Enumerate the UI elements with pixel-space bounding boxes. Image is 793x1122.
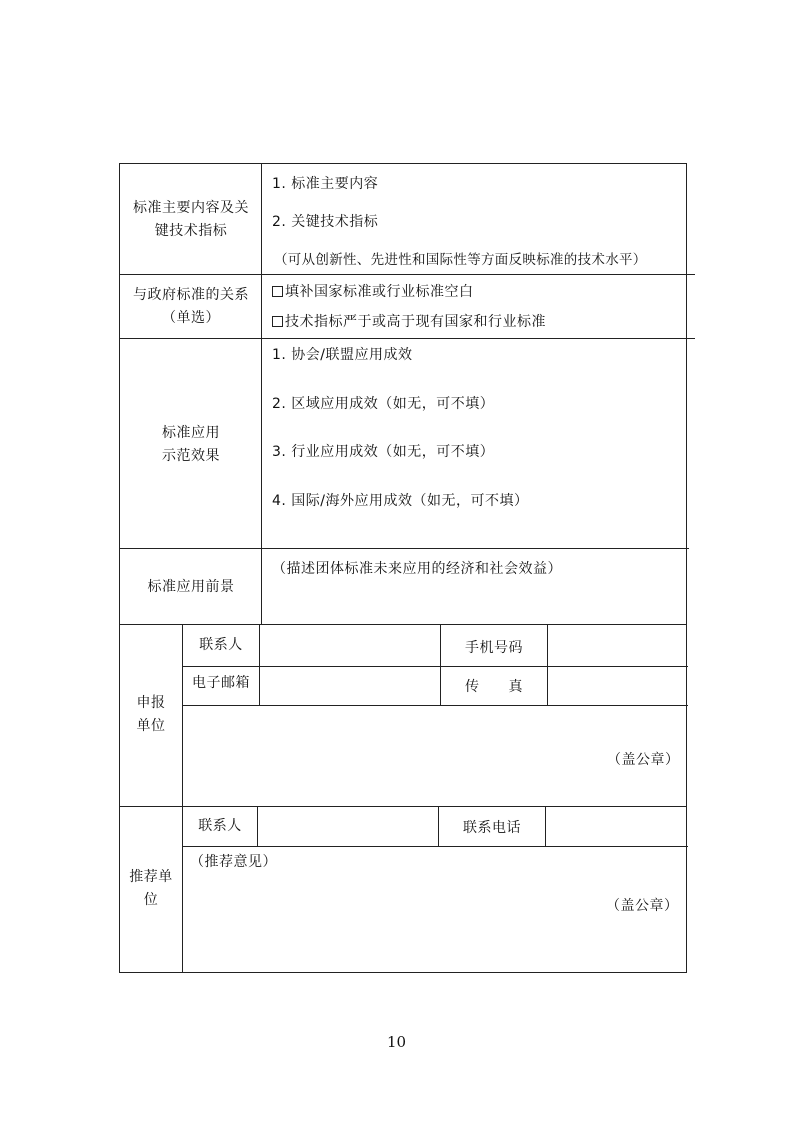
applicant-fax-field[interactable] (551, 673, 685, 693)
effect-item-2: 2. 区域应用成效（如无，可不填） (272, 396, 495, 412)
effect-item-1: 1. 协会/联盟应用成效 (272, 347, 413, 363)
prospect-note: （描述团体标准未来应用的经济和社会效益） (272, 561, 562, 577)
relation-option-1[interactable] (272, 282, 474, 302)
row-divider (182, 705, 688, 706)
row-divider (119, 548, 689, 549)
recommender-seal: （盖公章） (606, 898, 679, 914)
applicant-contact-field[interactable] (263, 635, 437, 655)
row-divider (182, 846, 688, 847)
col-divider (259, 624, 260, 706)
recommender-label-line2: 位 (143, 892, 159, 908)
relation-label-line1: 与政府标准的关系 (133, 287, 249, 303)
relation-option-2[interactable] (272, 312, 546, 332)
effect-label-line2: 示范效果 (162, 448, 220, 464)
col-divider (545, 806, 546, 846)
col-divider (547, 624, 548, 706)
relation-option-1-label: 填补国家标准或行业标准空白 (285, 284, 474, 300)
applicant-contact-label: 联系人 (199, 637, 243, 653)
recommender-opinion: （推荐意见） (190, 854, 277, 870)
relation-option-2-label: 技术指标严于或高于现有国家和行业标准 (285, 314, 546, 330)
effect-item-4: 4. 国际/海外应用成效（如无，可不填） (272, 493, 529, 509)
recommender-contact-label: 联系人 (198, 818, 242, 834)
applicant-label-line2: 单位 (136, 718, 166, 734)
main-content-label-line2: 键技术指标 (154, 223, 228, 239)
main-content-label-line1: 标准主要内容及关 (133, 200, 249, 216)
applicant-mobile-field[interactable] (551, 635, 685, 655)
applicant-mobile-label: 手机号码 (465, 640, 523, 656)
page-number: 10 (386, 1033, 407, 1051)
row-divider (119, 274, 695, 275)
recommender-label-line1: 推荐单 (129, 869, 173, 885)
row-divider (119, 338, 695, 339)
main-content-item-2: 2. 关键技术指标 (272, 214, 379, 230)
col-divider (261, 163, 262, 624)
applicant-label-line1: 申报 (136, 695, 166, 711)
effect-item-3: 3. 行业应用成效（如无，可不填） (272, 444, 495, 460)
effect-label-line1: 标准应用 (162, 425, 220, 441)
row-divider (182, 666, 688, 667)
prospect-label: 标准应用前景 (147, 579, 235, 595)
checkbox-icon[interactable] (272, 316, 283, 327)
main-content-note: （可从创新性、先进性和国际性等方面反映标准的技术水平） (274, 252, 647, 268)
recommender-phone-label: 联系电话 (463, 820, 521, 836)
applicant-seal: （盖公章） (607, 752, 680, 768)
relation-label-line2: （单选） (162, 310, 220, 326)
recommender-phone-field[interactable] (549, 816, 683, 836)
applicant-email-field[interactable] (263, 673, 437, 693)
checkbox-icon[interactable] (272, 286, 283, 297)
main-content-item-1: 1. 标准主要内容 (272, 176, 379, 192)
applicant-fax-label: 传 真 (465, 679, 523, 695)
row-divider (119, 624, 687, 625)
row-divider (119, 806, 687, 807)
col-divider (257, 806, 258, 846)
applicant-email-label: 电子邮箱 (192, 675, 250, 691)
recommender-contact-field[interactable] (261, 816, 435, 836)
